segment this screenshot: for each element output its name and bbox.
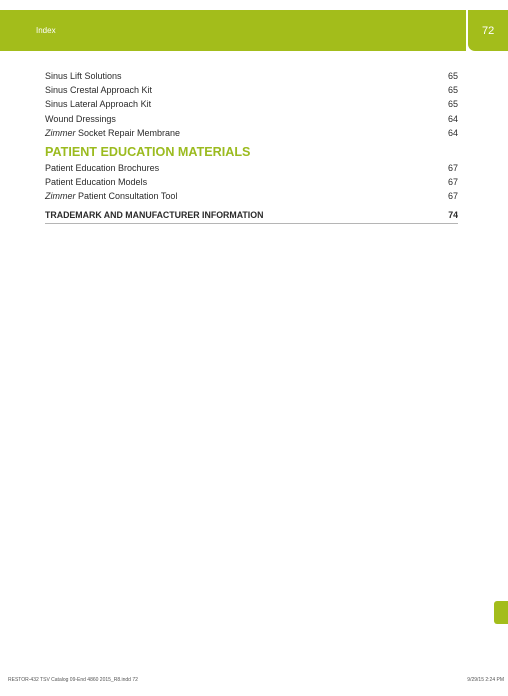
index-entry-page: 67 bbox=[447, 191, 458, 202]
section-heading: PATIENT EDUCATION MATERIALS bbox=[45, 144, 251, 159]
index-row[interactable] bbox=[45, 126, 458, 140]
index-entry-page: 67 bbox=[447, 162, 458, 173]
label-rest: Patient Consultation Tool bbox=[75, 191, 178, 202]
header-bar bbox=[0, 10, 466, 51]
index-entry-page: 65 bbox=[447, 71, 458, 81]
index-entry-page: 65 bbox=[447, 85, 458, 96]
index-row[interactable] bbox=[45, 83, 458, 97]
index-entry-page: 64 bbox=[447, 127, 458, 138]
page-number-tab bbox=[468, 10, 508, 51]
trademark-label: TRADEMARK AND MANUFACTURER INFORMATION bbox=[45, 209, 264, 220]
page-number: 72 bbox=[482, 25, 495, 37]
index-row[interactable] bbox=[45, 189, 458, 203]
index-entry-label: Sinus Lift Solutions bbox=[45, 71, 122, 81]
index-entry-label bbox=[45, 189, 177, 203]
footer-timestamp: 9/29/15 2:24 PM bbox=[467, 677, 504, 683]
index-row[interactable] bbox=[45, 175, 458, 189]
brand-italic: Zimmer bbox=[45, 191, 76, 202]
divider bbox=[45, 223, 458, 224]
index-entry-label: Patient Education Brochures bbox=[45, 162, 160, 173]
brand-italic: Zimmer bbox=[45, 127, 76, 138]
index-entry-page: 67 bbox=[447, 177, 458, 188]
index-entry-label: Sinus Crestal Approach Kit bbox=[45, 85, 153, 96]
footer-file-info: RESTOR-432 TSV Catalog 09-End 4860 2015_R8.indd 72 bbox=[8, 677, 138, 683]
trademark-row[interactable] bbox=[45, 208, 458, 222]
index-row[interactable] bbox=[45, 69, 458, 83]
index-row[interactable] bbox=[45, 161, 458, 175]
index-entry-label bbox=[45, 126, 180, 140]
section-title: Index bbox=[36, 26, 56, 35]
index-entry-page: 64 bbox=[447, 113, 458, 124]
label-rest: Socket Repair Membrane bbox=[75, 127, 181, 138]
trademark-page: 74 bbox=[448, 209, 458, 220]
side-tab bbox=[494, 601, 508, 624]
index-content bbox=[45, 69, 458, 224]
index-row[interactable] bbox=[45, 112, 458, 126]
index-entry-label: Patient Education Models bbox=[45, 177, 148, 188]
index-row[interactable] bbox=[45, 97, 458, 111]
index-entry-label: Sinus Lateral Approach Kit bbox=[45, 99, 152, 110]
index-entry-label: Wound Dressings bbox=[45, 113, 116, 124]
index-entry-page: 65 bbox=[447, 99, 458, 110]
